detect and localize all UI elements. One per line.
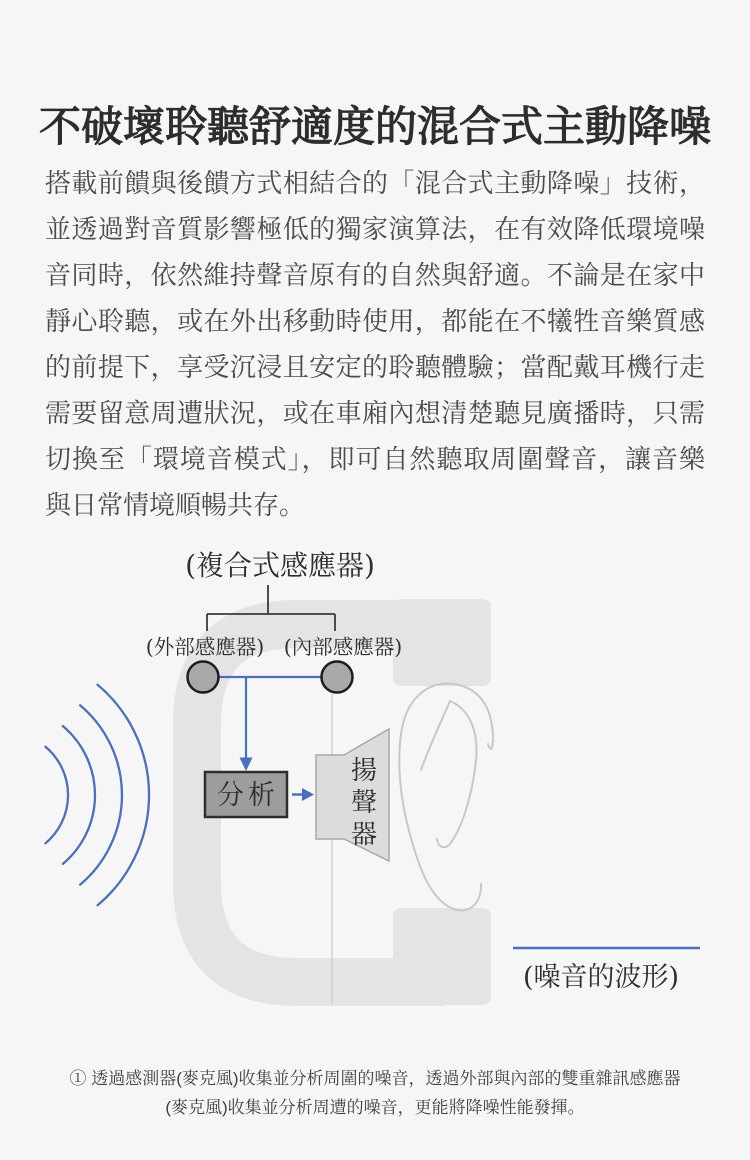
speaker-label-char: 器	[350, 820, 378, 850]
speaker-label-char: 聲	[350, 788, 378, 818]
internal-sensor-dot	[322, 662, 353, 693]
page-title: 不破壞聆聽舒適度的混合式主動降噪	[38, 102, 711, 152]
hybrid-sensor-label: (複合式感應器)	[185, 549, 375, 582]
speaker-label-char: 揚	[350, 756, 378, 786]
footnote	[0, 1064, 750, 1122]
external-sensor-label: (外部感應器)	[145, 635, 265, 659]
analysis-arrow-down	[240, 677, 253, 771]
ear-illustration	[399, 684, 493, 911]
analysis-label: 分析	[217, 780, 279, 811]
headphone-earcup-bottom	[393, 908, 491, 1005]
anc-diagram	[0, 540, 750, 1020]
internal-sensor-label: (內部感應器)	[283, 635, 403, 659]
footnote-line-2: (麥克風)收集並分析周遭的噪音，更能將降噪性能發揮。	[165, 1098, 585, 1117]
headphone-earcup-top	[393, 599, 491, 686]
speaker-arrow	[292, 788, 314, 801]
body-paragraph: 搭載前饋與後饋方式相結合的「混合式主動降噪」技術，並透過對音質影響極低的獨家演算法，在有效降低環境噪音同時，依然維持聲音原有的自然與舒適。不論是在家中靜心聆聽，或在外出移動時使用，都能在不犧牲音樂質感的前提下，享受沉浸且安定的聆聽體驗；當配戴耳機行走需要留意周遭狀況，或在車廂內想清楚聽見廣播時，只需切換至「環境音模式」，即可自然聽取周圍聲音，讓音樂與日常情境順暢共存。	[45, 168, 705, 520]
noise-waveform-label: (噪音的波形)	[522, 962, 680, 993]
noise-wave-arcs	[46, 685, 150, 906]
external-sensor-dot	[188, 662, 219, 693]
footnote-line-1: ① 透過感測器(麥克風)收集並分析周圍的噪音，透過外部與內部的雙重雜訊感應器	[69, 1069, 681, 1088]
